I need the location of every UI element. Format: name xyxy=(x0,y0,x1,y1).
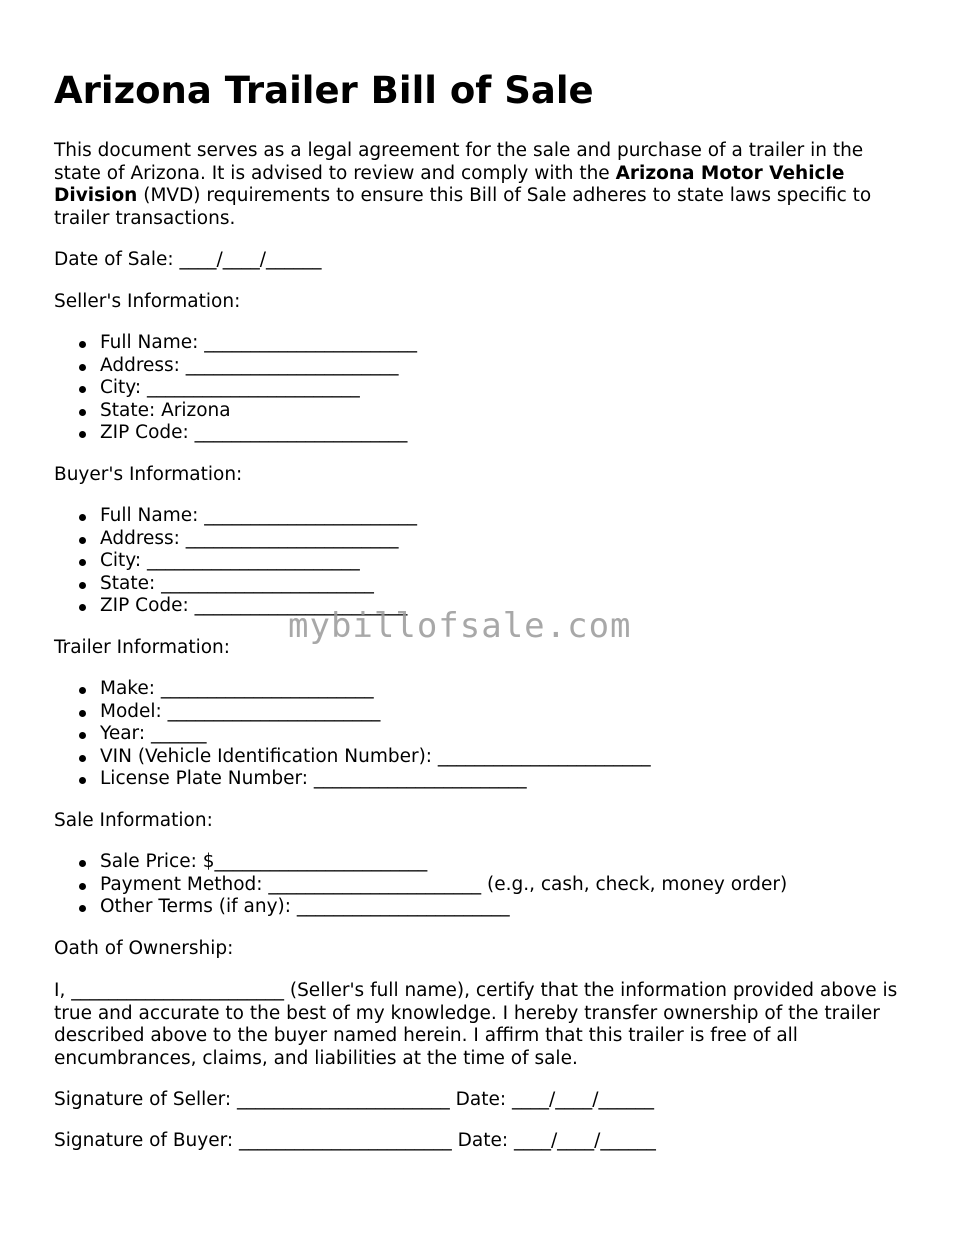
trailer-list xyxy=(100,678,651,791)
sale-heading: Sale Information: xyxy=(54,810,213,831)
intro-text-end: (MVD) requirements to ensure this Bill of Sale adheres to state laws specific to trailer transactions. xyxy=(54,185,872,229)
document-title: Arizona Trailer Bill of Sale xyxy=(54,69,594,112)
list-item: City: _______________________ xyxy=(100,550,417,573)
trailer-heading: Trailer Information: xyxy=(54,637,230,658)
list-item: ZIP Code: _______________________ xyxy=(100,595,417,618)
intro-bold-mvd: Arizona Motor Vehicle Division xyxy=(54,162,845,206)
oath-heading: Oath of Ownership: xyxy=(54,938,234,959)
list-item: Model: _______________________ xyxy=(100,701,651,724)
sale-list xyxy=(100,851,787,919)
seller-heading: Seller's Information: xyxy=(54,291,241,312)
list-item: Year: ______ xyxy=(100,723,651,746)
list-item: Full Name: _______________________ xyxy=(100,332,417,355)
list-item: Full Name: _______________________ xyxy=(100,505,417,528)
list-item: Sale Price: $_______________________ xyxy=(100,851,787,874)
list-item: License Plate Number: _______________________ xyxy=(100,768,651,791)
list-item: Other Terms (if any): _______________________ xyxy=(100,896,787,919)
buyer-signature-line: Signature of Buyer: _______________________ Date: ____/____/______ xyxy=(54,1130,656,1151)
intro-paragraph xyxy=(54,140,904,230)
seller-list xyxy=(100,332,417,445)
list-item: State: _______________________ xyxy=(100,573,417,596)
list-item: Make: _______________________ xyxy=(100,678,651,701)
intro-text-start: This document serves as a legal agreement for the sale and purchase of a trailer in the state of Arizona. It is advised to review and comply with the xyxy=(54,140,864,184)
list-item: Address: _______________________ xyxy=(100,355,417,378)
list-item: Address: _______________________ xyxy=(100,528,417,551)
watermark-text: mybillofsale.com xyxy=(288,606,632,646)
seller-signature-line: Signature of Seller: _______________________ Date: ____/____/______ xyxy=(54,1089,654,1110)
list-item: Payment Method: _______________________ (e.g., cash, check, money order) xyxy=(100,874,787,897)
list-item: ZIP Code: _______________________ xyxy=(100,422,417,445)
list-item: City: _______________________ xyxy=(100,377,417,400)
list-item: State: Arizona xyxy=(100,400,417,423)
buyer-list xyxy=(100,505,417,618)
oath-paragraph: I, _______________________ (Seller's full name), certify that the information provided above is true and accurate to the best of my knowledge. I hereby transfer ownership of the trailer described above to the buyer named herein. I affirm that this trailer is free of all encumbrances, claims, and liabilities at the time of sale. xyxy=(54,980,898,1069)
buyer-heading: Buyer's Information: xyxy=(54,464,243,485)
list-item: VIN (Vehicle Identification Number): _______________________ xyxy=(100,746,651,769)
date-of-sale: Date of Sale: ____/____/______ xyxy=(54,249,322,270)
